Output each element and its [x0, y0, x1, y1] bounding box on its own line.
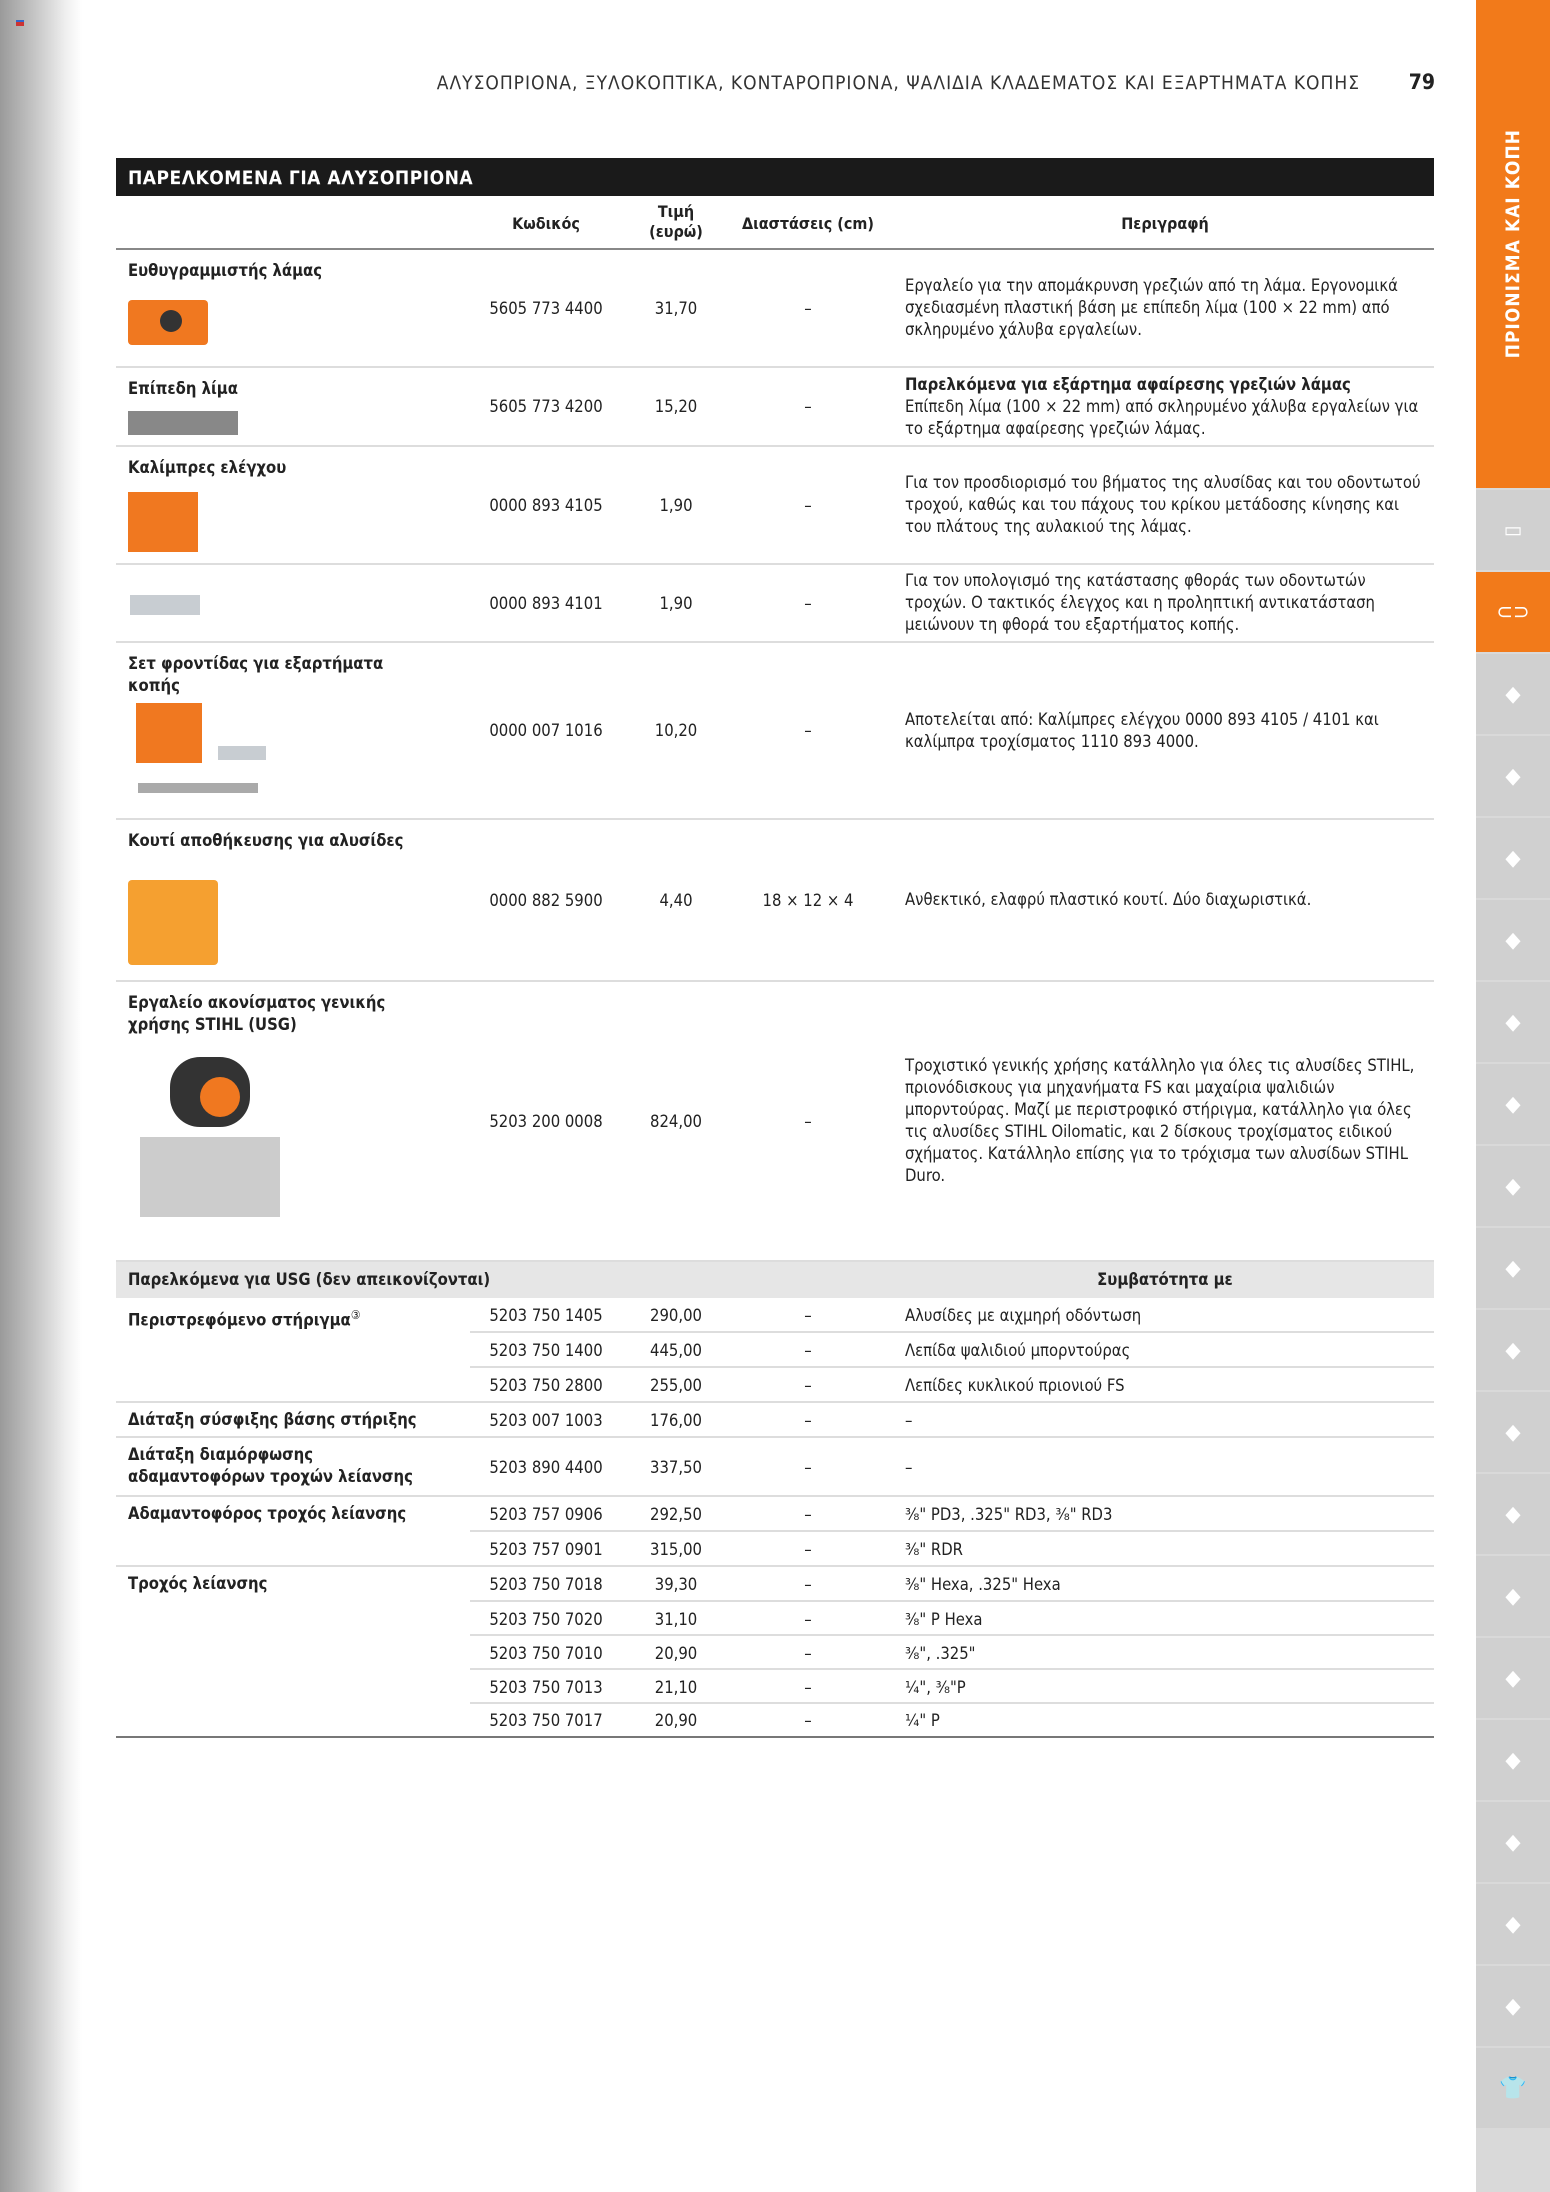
- accessory-compatibility: ³⁄₈" P Hexa: [905, 1609, 983, 1629]
- product-image: [128, 411, 238, 435]
- robot-mower-icon: ◆: [1505, 1583, 1521, 1609]
- chain-bar-icon: ⊂⊃: [1496, 599, 1530, 625]
- side-tab-robot-mower[interactable]: [1476, 1556, 1550, 1636]
- clothing-icon: ◆: [1505, 1665, 1521, 1691]
- accessory-price: 21,10: [654, 1677, 698, 1697]
- product-name: Σετ φροντίδας για εξαρτήματα κοπής: [128, 654, 384, 695]
- accessory-name: [128, 1409, 448, 1431]
- side-tab-generator[interactable]: [1476, 1228, 1550, 1308]
- page-edge-shadow: [0, 0, 82, 2192]
- accessory-name: [128, 1444, 448, 1488]
- product-image: [138, 783, 258, 793]
- usg-row: [116, 1298, 1434, 1333]
- accessory-name-text: Τροχός λείανσης: [128, 1574, 268, 1593]
- col-price-l1: Τιμή: [657, 202, 695, 221]
- accessory-price: 255,00: [650, 1376, 702, 1395]
- accessory-compatibility: ³⁄₈" RDR: [905, 1540, 963, 1559]
- product-price: 31,70: [654, 298, 698, 318]
- blower-icon: ◆: [1505, 845, 1521, 871]
- accessory-code: 5203 750 1405: [489, 1306, 603, 1325]
- usg-row: [116, 1670, 1434, 1704]
- product-image: [130, 1057, 310, 1227]
- accessory-compatibility: Λεπίδες κυκλικού πριονιού FS: [905, 1376, 1125, 1395]
- accessory-compatibility: ³⁄₈" Hexa, .325" Hexa: [905, 1575, 1061, 1594]
- accessory-name-text: Περιστρεφόμενο στήριγμα: [128, 1310, 351, 1330]
- table-row: [116, 820, 1434, 982]
- product-image: [218, 746, 266, 760]
- col-code: Κωδικός: [512, 214, 580, 233]
- product-price: 10,20: [654, 721, 698, 740]
- side-tab-clothing[interactable]: [1476, 1638, 1550, 1718]
- col-dims: Διαστάσεις (cm): [742, 214, 874, 233]
- description-text: Αποτελείται από: Καλίμπρες ελέγχου 0000 893 4105 / 4101 και καλίμπρα τροχίσματος 1110 893 4000.: [905, 709, 1379, 751]
- accessory-dims: –: [804, 1458, 812, 1477]
- table-row: [116, 368, 1434, 447]
- col-price: [636, 202, 716, 242]
- product-description: [905, 250, 1425, 366]
- side-tab-tiller[interactable]: [1476, 1064, 1550, 1144]
- product-description: [905, 820, 1425, 980]
- usg-row: [116, 1636, 1434, 1670]
- description-text: Εργαλείο για την απομάκρυνση γρεζιών από τη λάμα. Εργονομικά σχεδιασμένη πλαστική βάση με επίπεδη λίμα (100 × 22 mm) από σκληρυμένο χάλυβα εργαλείων.: [905, 276, 1398, 339]
- accessory-dims: –: [804, 1609, 812, 1629]
- side-tab-leaf-blower[interactable]: [1476, 1474, 1550, 1554]
- table-end-line: [116, 1736, 1434, 1738]
- product-dims: 18 × 12 × 4: [762, 890, 854, 910]
- accessory-dims: –: [804, 1643, 812, 1663]
- col-price-l2: (ευρώ): [649, 222, 703, 241]
- table-row: [116, 565, 1434, 643]
- usg-row: [116, 1567, 1434, 1602]
- lawnmower-icon: ◆: [1505, 927, 1521, 953]
- product-code: 0000 882 5900: [489, 890, 603, 910]
- description-text: Για τον υπολογισμό της κατάστασης φθοράς των οδοντωτών τροχών. Ο τακτικός έλεγχος και η προληπτική αντικατάσταση μειώνουν τη φθορά του εξαρτήματος κοπής.: [905, 571, 1375, 634]
- accessory-code: 5203 757 0906: [489, 1505, 603, 1524]
- section-title: ΠΑΡΕΛΚΟΜΕΝΑ ΓΙΑ ΑΛΥΣΟΠΡΙΟΝΑ: [116, 158, 1434, 196]
- side-tab-label: ΠΡΙΟΝΙΣΜΑ ΚΑΙ ΚΟΠΗ: [1502, 129, 1524, 359]
- product-description: [905, 982, 1425, 1260]
- product-price: 1,90: [659, 593, 693, 613]
- accessory-code: 5203 750 7010: [489, 1643, 603, 1663]
- side-tab-chainsaw[interactable]: [1476, 654, 1550, 734]
- accessory-price: 31,10: [654, 1609, 698, 1629]
- accessory-price: 20,90: [654, 1710, 698, 1730]
- accessory-price: 176,00: [650, 1411, 702, 1430]
- accessory-compatibility: ³⁄₈", .325": [905, 1643, 976, 1663]
- accessory-dims: –: [804, 1306, 812, 1325]
- accessory-dims: –: [804, 1341, 812, 1360]
- product-name: Επίπεδη λίμα: [128, 379, 238, 398]
- product-code: 0000 007 1016: [489, 721, 603, 740]
- tiller-icon: ◆: [1505, 1091, 1521, 1117]
- accessory-compatibility: Λεπίδα ψαλιδιού μπορντούρας: [905, 1341, 1131, 1360]
- product-image: [128, 880, 218, 965]
- usg-row: [116, 1438, 1434, 1497]
- table-row: [116, 982, 1434, 1262]
- product-name: Κουτί αποθήκευσης για αλυσίδες: [128, 831, 404, 850]
- accessory-price: 315,00: [650, 1540, 702, 1559]
- running-title: ΑΛΥΣΟΠΡΙΟΝΑ, ΞΥΛΟΚΟΠΤΙΚΑ, ΚΟΝΤΑΡΟΠΡΙΟΝΑ, ΨΑΛΙΔΙΑ ΚΛΑΔΕΜΑΤΟΣ ΚΑΙ ΕΞΑΡΤΗΜΑΤΑ ΚΟΠΗΣ: [436, 72, 1360, 94]
- table-row: [116, 250, 1434, 368]
- accessory-code: 5203 750 7017: [489, 1710, 603, 1730]
- product-price: 824,00: [650, 1111, 702, 1131]
- product-description: [905, 643, 1425, 818]
- product-name: Ευθυγραμμιστής λάμας: [128, 261, 323, 280]
- product-price: 15,20: [654, 397, 698, 416]
- leaf-blower-icon: ◆: [1505, 1501, 1521, 1527]
- product-image: [128, 300, 208, 345]
- axe-icon: ◆: [1505, 1747, 1521, 1773]
- product-dims: –: [804, 721, 812, 740]
- usg-row: [116, 1704, 1434, 1736]
- description-heading: Παρελκόμενα για εξάρτημα αφαίρεσης γρεζιών λάμας: [905, 374, 1351, 394]
- flag-icon: [16, 20, 24, 26]
- accessory-code: 5203 750 7018: [489, 1575, 603, 1594]
- accessory-dims: –: [804, 1575, 812, 1594]
- side-tab-lawnmower[interactable]: [1476, 900, 1550, 980]
- accessory-dims: –: [804, 1505, 812, 1524]
- product-code: 5605 773 4400: [489, 298, 603, 318]
- table-row: [116, 447, 1434, 565]
- accessory-compatibility: ¹⁄₄" P: [905, 1710, 940, 1730]
- accessory-compatibility: –: [905, 1458, 913, 1477]
- description-text: Ανθεκτικό, ελαφρύ πλαστικό κουτί. Δύο διαχωριστικά.: [905, 890, 1312, 909]
- battery-icon: ▭: [1503, 517, 1523, 543]
- accessory-compatibility: ¹⁄₄", ³⁄₈"P: [905, 1677, 966, 1697]
- accessory-dims: –: [804, 1376, 812, 1395]
- product-image: [128, 492, 198, 552]
- accessory-dims: –: [804, 1677, 812, 1697]
- product-code: 0000 893 4101: [489, 593, 603, 613]
- usg-row: [116, 1497, 1434, 1532]
- accessory-code: 5203 890 4400: [489, 1458, 603, 1477]
- table-header: [116, 196, 1434, 250]
- usg-title: Παρελκόμενα για USG (δεν απεικονίζονται): [128, 1270, 491, 1289]
- side-tab-brushcutter[interactable]: [1476, 982, 1550, 1062]
- product-name: Καλίμπρες ελέγχου: [128, 458, 287, 477]
- auger-icon: ◆: [1505, 1173, 1521, 1199]
- accessory-compatibility: –: [905, 1411, 913, 1430]
- accessory-name-text: Αδαμαντοφόρος τροχός λείανσης: [128, 1504, 407, 1523]
- side-tab-trimmer[interactable]: [1476, 736, 1550, 816]
- side-tab-blower[interactable]: [1476, 818, 1550, 898]
- product-price: 4,40: [659, 890, 693, 910]
- product-image: [130, 595, 200, 615]
- accessory-price: 20,90: [654, 1643, 698, 1663]
- description-text: Για τον προσδιορισμό του βήματος της αλυσίδας και του οδοντωτού τροχού, καθώς και του πάχους του κρίκου μετάδοσης κίνησης και του πλάτους της αυλακιού της λάμας.: [905, 473, 1421, 536]
- accessory-price: 445,00: [650, 1341, 702, 1360]
- accessory-code: 5203 750 7020: [489, 1609, 603, 1629]
- accessory-code: 5203 750 1400: [489, 1341, 603, 1360]
- footnote-marker: ③: [350, 1308, 361, 1322]
- product-dims: –: [804, 593, 812, 613]
- side-tab-cleaner[interactable]: [1476, 1884, 1550, 1964]
- accessory-dims: –: [804, 1540, 812, 1559]
- usg-header: [116, 1262, 1434, 1298]
- side-tab-toolbox[interactable]: [1476, 1966, 1550, 2046]
- accessory-compatibility: ³⁄₈" PD3, .325" RD3, ³⁄₈" RD3: [905, 1505, 1113, 1524]
- side-tab-sprayer[interactable]: [1476, 1310, 1550, 1390]
- product-code: 5203 200 0008: [489, 1111, 603, 1131]
- brushcutter-icon: ◆: [1505, 1009, 1521, 1035]
- col-desc: Περιγραφή: [1121, 214, 1209, 233]
- chainsaw-icon: ◆: [1505, 681, 1521, 707]
- product-description: [905, 447, 1425, 563]
- product-description: [905, 565, 1425, 641]
- toolbox-icon: ◆: [1505, 1993, 1521, 2019]
- accessory-name: [128, 1573, 448, 1595]
- trimmer-icon: ◆: [1505, 763, 1521, 789]
- side-tab-pole-pruner[interactable]: [1476, 1392, 1550, 1472]
- product-dims: –: [804, 1111, 812, 1131]
- product-code: 5605 773 4200: [489, 397, 603, 416]
- product-description: [905, 368, 1425, 445]
- accessory-dims: –: [804, 1411, 812, 1430]
- accessory-code: 5203 750 7013: [489, 1677, 603, 1697]
- compat-header: Συμβατότητα με: [1097, 1270, 1233, 1289]
- product-name: Εργαλείο ακονίσματος γενικής χρήσης STIHL (USG): [128, 993, 386, 1034]
- side-tab-active[interactable]: [1476, 0, 1550, 488]
- usg-row: [116, 1532, 1434, 1567]
- side-tab-chain-bar[interactable]: [1476, 572, 1550, 652]
- pole-pruner-icon: ◆: [1505, 1419, 1521, 1445]
- accessory-price: 292,50: [650, 1505, 702, 1524]
- usg-row: [116, 1403, 1434, 1438]
- product-code: 0000 893 4105: [489, 495, 603, 515]
- cleaner-icon: ◆: [1505, 1911, 1521, 1937]
- side-tab-battery[interactable]: [1476, 490, 1550, 570]
- accessory-price: 290,00: [650, 1306, 702, 1325]
- product-price: 1,90: [659, 495, 693, 515]
- accessory-code: 5203 007 1003: [489, 1411, 603, 1430]
- product-dims: –: [804, 495, 812, 515]
- usg-row: [116, 1333, 1434, 1368]
- product-dims: –: [804, 397, 812, 416]
- accessory-name: [128, 1503, 448, 1525]
- generator-icon: ◆: [1505, 1255, 1521, 1281]
- accessory-code: 5203 750 2800: [489, 1376, 603, 1395]
- accessory-price: 337,50: [650, 1458, 702, 1477]
- side-tab-axe[interactable]: [1476, 1720, 1550, 1800]
- accessory-dims: –: [804, 1710, 812, 1730]
- accessory-compatibility: Αλυσίδες με αιχμηρή οδόντωση: [905, 1306, 1142, 1325]
- tshirt-icon: 👕: [1499, 2075, 1527, 2101]
- accessory-price: 39,30: [654, 1575, 698, 1594]
- sprayer-icon: ◆: [1505, 1337, 1521, 1363]
- accessory-name-text: Διάταξη σύσφιξης βάσης στήριξης: [128, 1410, 417, 1429]
- table-row: [116, 643, 1434, 820]
- storage-icon: ◆: [1505, 1829, 1521, 1855]
- product-dims: –: [804, 298, 812, 318]
- side-tab-storage[interactable]: [1476, 1802, 1550, 1882]
- description-text: Επίπεδη λίμα (100 × 22 mm) από σκληρυμένο χάλυβα εργαλείων για το εξάρτημα αφαίρεσης γρεζιών λάμας.: [905, 396, 1419, 438]
- side-tab-auger[interactable]: [1476, 1146, 1550, 1226]
- product-image: [136, 703, 202, 763]
- category-sidebar: [1476, 0, 1550, 2192]
- usg-row: [116, 1368, 1434, 1403]
- usg-row: [116, 1602, 1434, 1636]
- side-tab-tshirt[interactable]: [1476, 2048, 1550, 2128]
- accessory-code: 5203 757 0901: [489, 1540, 603, 1559]
- description-text: Τροχιστικό γενικής χρήσης κατάλληλο για όλες τις αλυσίδες STIHL, πριονόδισκους για μηχανήματα FS και μαχαίρια ψαλιδιών μπορντούρας. Μαζί με περιστροφικό στήριγμα, κατάλληλο για όλες τις αλυσίδες STIHL Oilomatic, και 2 δίσκους τροχίσματος ειδικού σχήματος. Κατάλληλο επίσης για το τρόχισμα των αλυσίδων STIHL Duro.: [905, 1056, 1415, 1185]
- accessory-name: [128, 1304, 448, 1332]
- accessory-name-text: Διάταξη διαμόρφωσης αδαμαντοφόρων τροχών λείανσης: [128, 1445, 413, 1486]
- page-number: 79: [1408, 70, 1435, 94]
